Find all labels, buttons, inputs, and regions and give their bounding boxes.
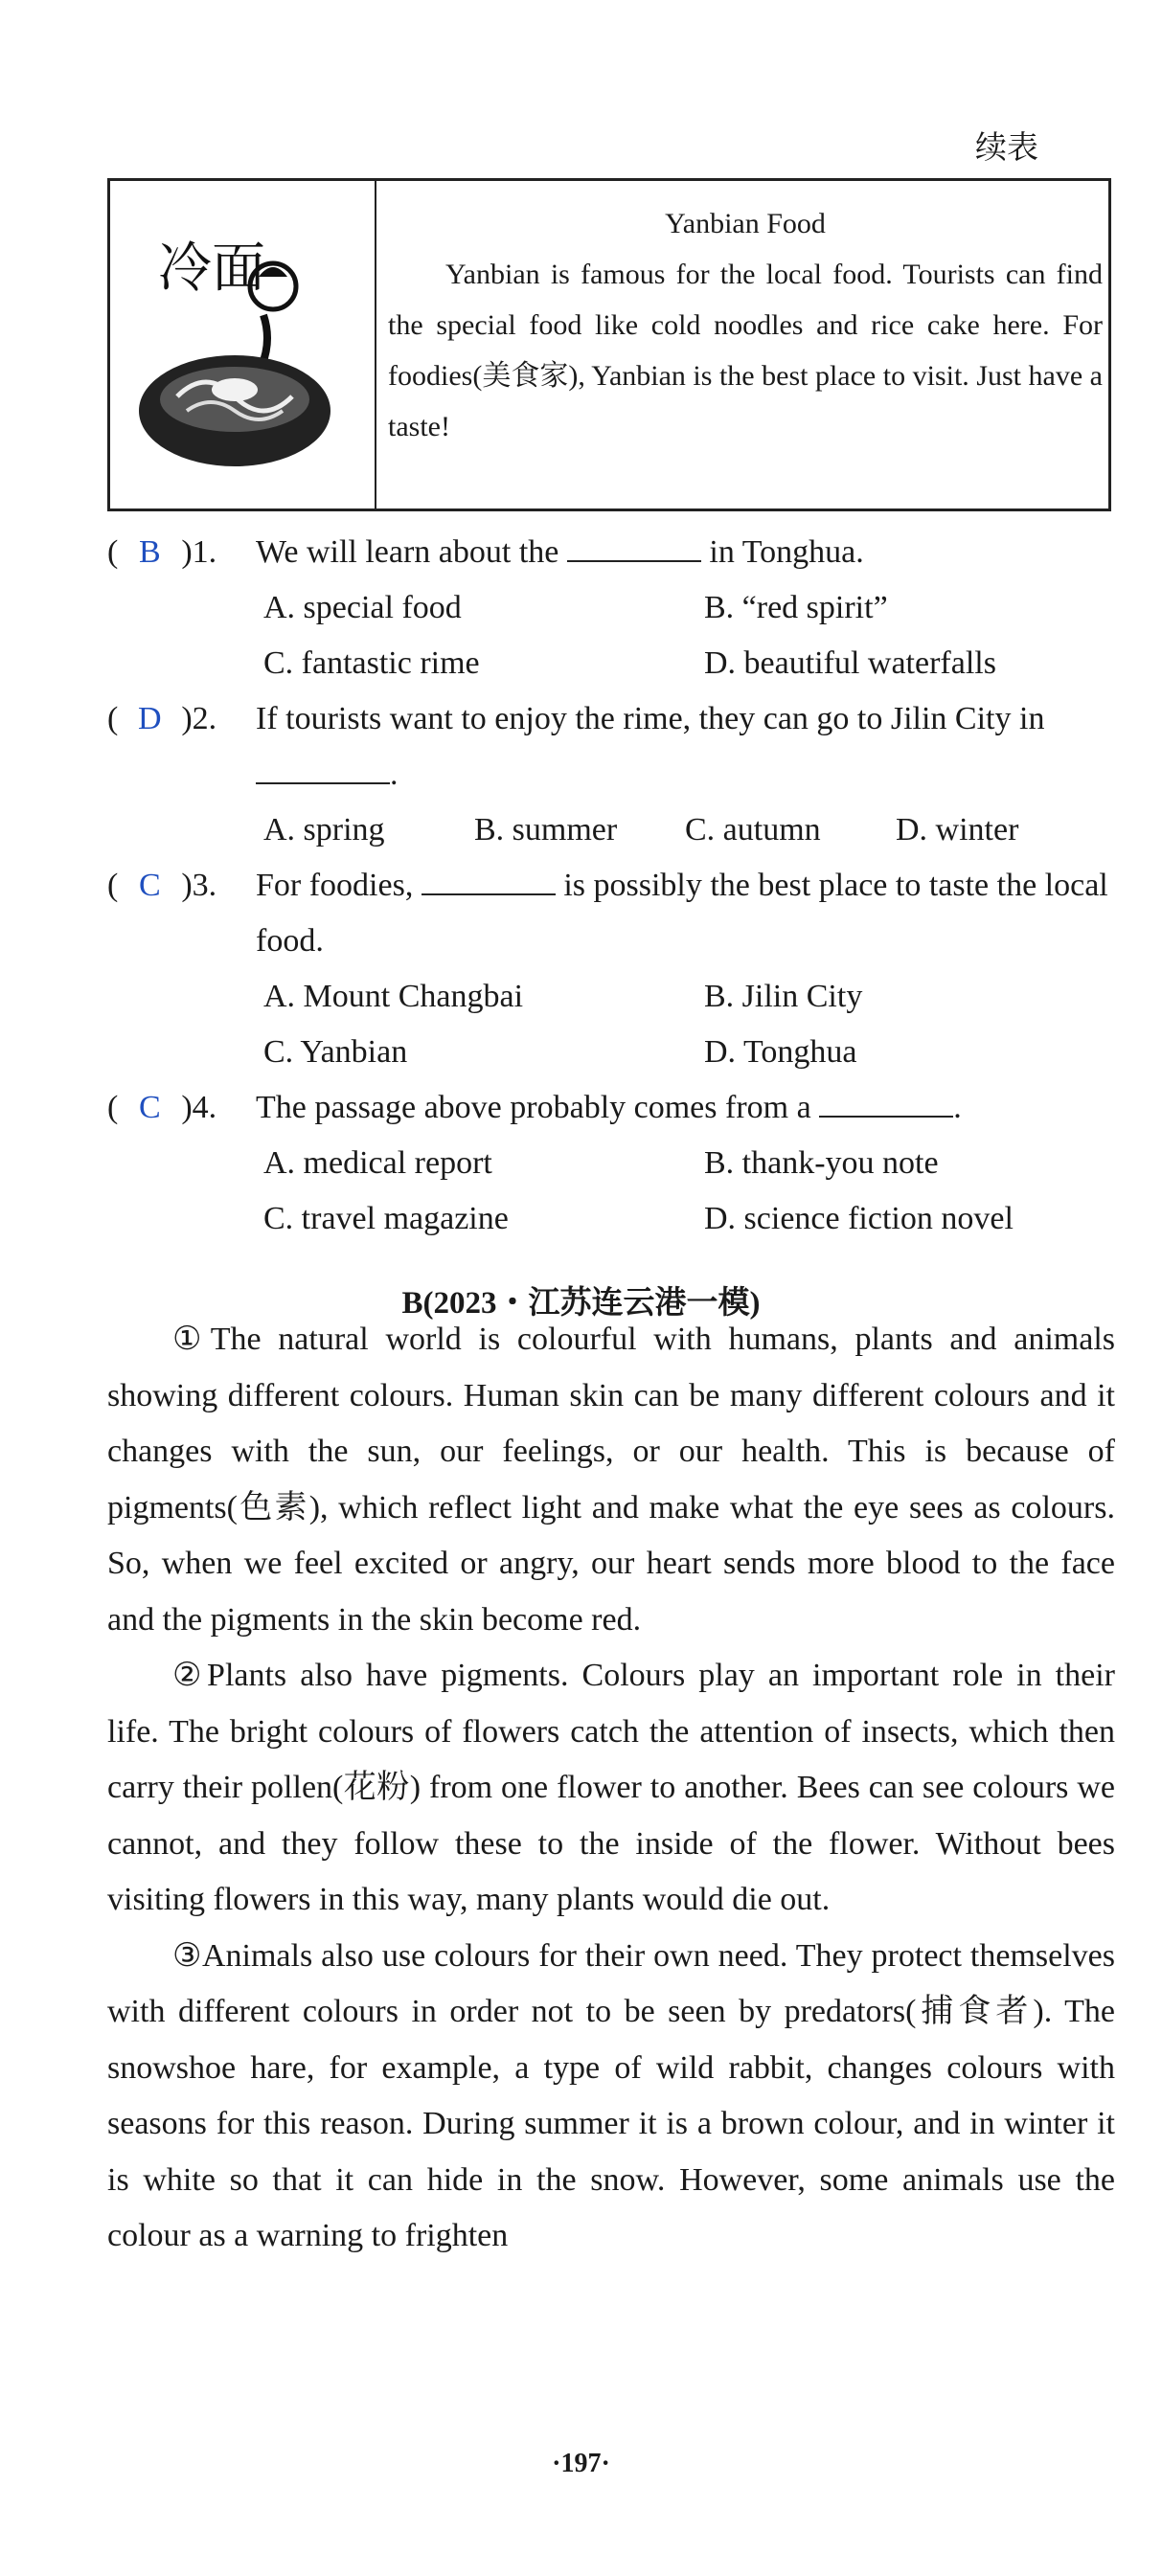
section-b-heading: B(2023・江苏连云港一模) [401, 1286, 761, 1321]
reading-passage [107, 1312, 1115, 2265]
question-text: The passage above probably comes from a [256, 1090, 811, 1125]
cold-noodles-illustration [110, 181, 376, 508]
question-stem: ( B )1. We will learn about the in Tonghua. [107, 525, 1115, 580]
question-stem: ( C )3. For foodies, is possibly the best place to taste the local food. [107, 858, 1115, 969]
question-number: )4. [181, 1090, 217, 1125]
answer-blank [819, 1091, 953, 1118]
option-d: D. beautiful waterfalls [704, 645, 996, 681]
option-b: B. “red spirit” [704, 590, 888, 625]
question-number: )1. [181, 534, 217, 570]
yanbian-food-table [107, 178, 1111, 511]
answer-mark: D [138, 701, 162, 736]
option-d: D. Tonghua [704, 1034, 857, 1070]
question-3 [107, 858, 1115, 1080]
paragraph-1: ①The natural world is colourful with humans, plants and animals showing different colours. Human skin can be many different colours and it changes with the sun, our feelings, or our health. This is because of pigments(色素), which reflect light and make what the eye sees as colours. So, when we feel excited or angry, our heart sends more blood to the face and the pigments in the skin become red. [107, 1322, 1115, 1638]
option-a: A. medical report [263, 1145, 492, 1181]
question-text-end: is possibly the best place to taste the local food. [256, 868, 1108, 959]
option-b: B. Jilin City [704, 979, 863, 1014]
option-c: C. fantastic rime [263, 645, 480, 681]
option-a: A. special food [263, 590, 462, 625]
cold-noodles-icon [129, 219, 355, 478]
question-text-end: . [953, 1090, 962, 1125]
paragraph-2: ②Plants also have pigments. Colours play an important role in their life. The bright colours of flowers catch the attention of insects, which then carry their pollen(花粉) from one flower to another. Bees can see colours we cannot, and they follow these to the inside of the flower. Without bees visiting flowers in this way, many plants would die out. [107, 1658, 1115, 1917]
question-2 [107, 691, 1115, 858]
food-title: Yanbian Food [665, 208, 826, 239]
option-d: D. science fiction novel [704, 1201, 1014, 1236]
question-stem: ( C )4. The passage above probably comes from a . [107, 1080, 1115, 1136]
answer-blank [422, 869, 556, 895]
question-number: )3. [181, 868, 217, 903]
answer-mark: C [138, 1090, 161, 1125]
question-number: )2. [181, 701, 217, 736]
question-text-end: in Tonghua. [709, 534, 864, 570]
option-c: C. Yanbian [263, 1034, 408, 1070]
question-text: If tourists want to enjoy the rime, they can go to Jilin City in [256, 701, 1045, 736]
answer-blank [256, 757, 390, 784]
question-4 [107, 1080, 1115, 1247]
option-a: A. Mount Changbai [263, 979, 524, 1014]
answer-mark: C [138, 868, 161, 903]
option-c: C. autumn [685, 812, 821, 847]
question-text: For foodies, [256, 868, 414, 903]
option-b: B. summer [474, 812, 618, 847]
continued-label: 续表 [975, 131, 1038, 166]
option-b: B. thank-you note [704, 1145, 939, 1181]
option-a: A. spring [263, 812, 385, 847]
illustration-lettering: 冷面 [158, 237, 265, 300]
paragraph-3: ③Animals also use colours for their own need. They protect themselves with different colours in order not to be seen by predators(捕食者). The snowshoe hare, for example, a type of wild rabbit, changes colours with seasons for this reason. During summer it is a brown colour, and in winter it is white so that it can hide in the snow. However, some animals use the colour as a warning to frighten [107, 1937, 1115, 2253]
question-list [107, 525, 1115, 1247]
question-stem: ( D )2. If tourists want to enjoy the rime, they can go to Jilin City in . [107, 691, 1115, 802]
option-d: D. winter [896, 812, 1019, 847]
food-text-cell [376, 181, 1108, 508]
question-text: We will learn about the [256, 534, 559, 570]
option-c: C. travel magazine [263, 1201, 509, 1236]
question-1 [107, 525, 1115, 691]
page-number: ·197· [552, 2449, 610, 2478]
question-text-end: . [390, 757, 399, 792]
food-body: Yanbian is famous for the local food. Tourists can find the special food like cold noodles and rice cake here. For foodies(美食家), Yanbian is the best place to visit. Just have a taste! [388, 259, 1103, 442]
answer-mark: B [138, 534, 161, 570]
answer-blank [567, 535, 701, 562]
